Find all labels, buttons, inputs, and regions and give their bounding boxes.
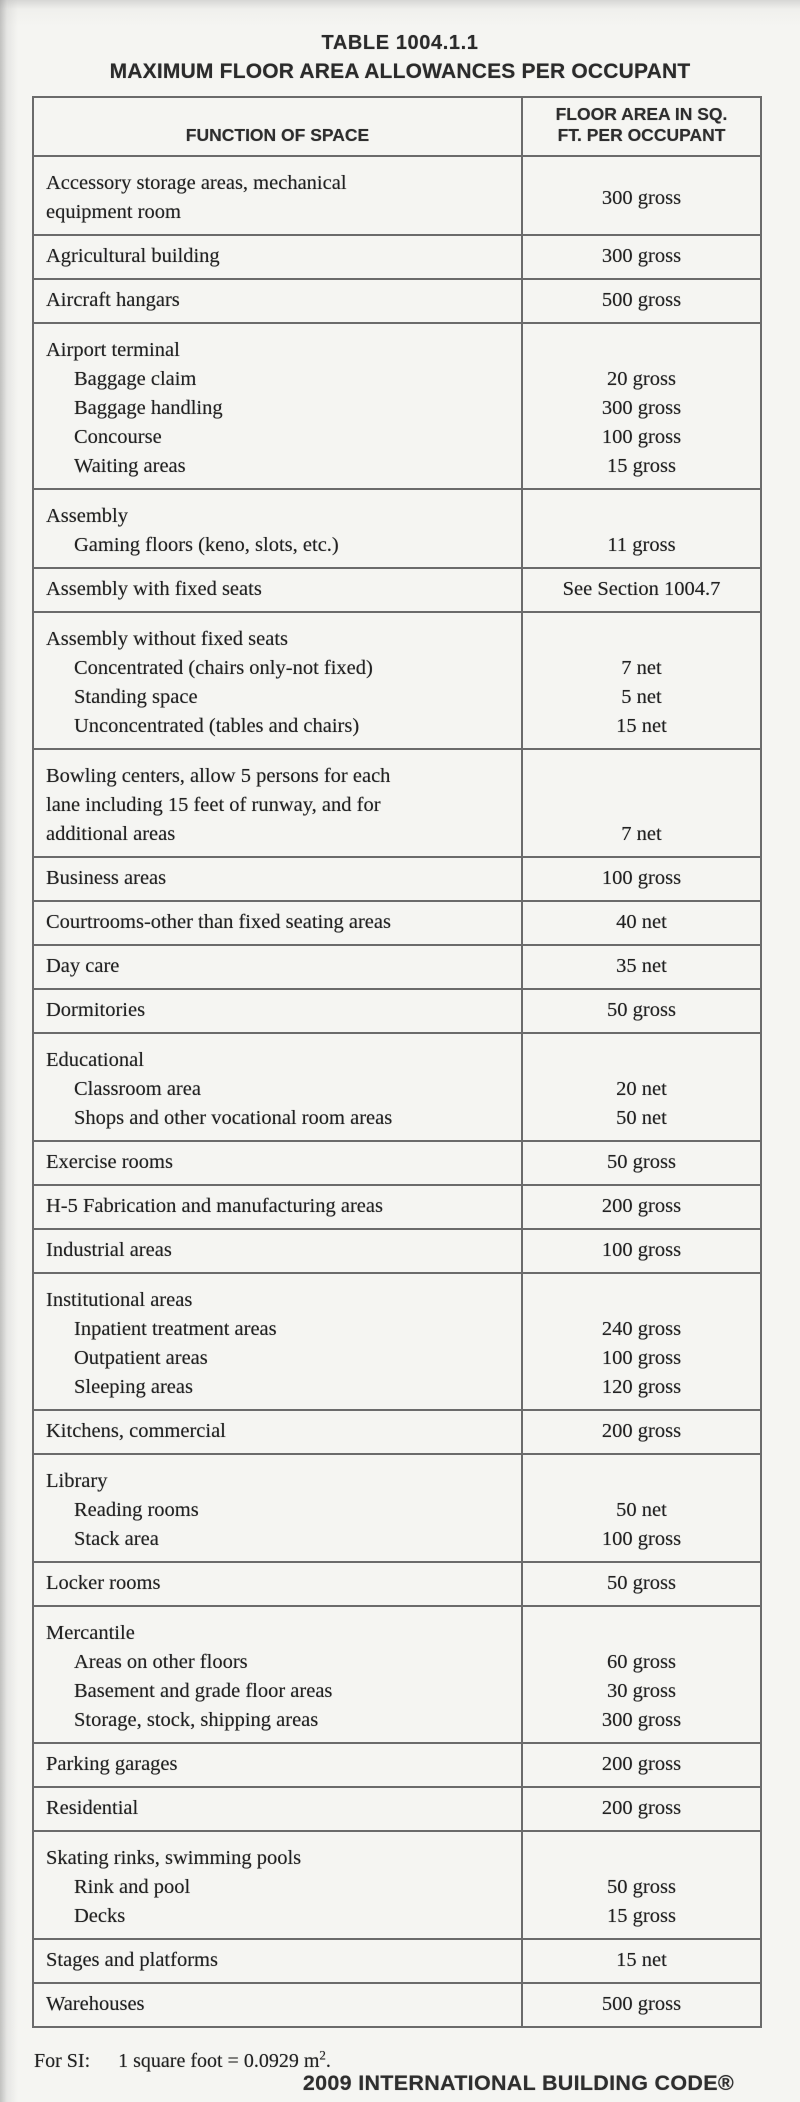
function-label: Parking garages xyxy=(46,1753,178,1775)
function-subitem-label: Concourse xyxy=(74,426,162,448)
floor-area-cell xyxy=(522,857,761,901)
function-cell xyxy=(33,989,522,1033)
table-row xyxy=(33,1939,761,1983)
floor-area-value: 40 net xyxy=(616,911,667,933)
floor-area-empty-line xyxy=(523,1467,760,1496)
function-label: Accessory storage areas, mechanical xyxy=(46,172,347,194)
floor-area-value: 120 gross xyxy=(601,1376,682,1398)
floor-area-value: 500 gross xyxy=(601,1993,682,2015)
floor-area-cell xyxy=(522,279,761,323)
floor-area-value: 5 net xyxy=(621,686,662,708)
floor-area-cell xyxy=(522,323,761,489)
floor-area-value: 7 net xyxy=(621,823,662,845)
floor-area-empty-line xyxy=(523,1619,760,1648)
table-row xyxy=(33,1787,761,1831)
floor-area-value: See Section 1004.7 xyxy=(562,578,721,600)
table-row xyxy=(33,1229,761,1273)
table-row xyxy=(33,235,761,279)
floor-area-empty-line xyxy=(523,1844,760,1873)
function-subitem-label: Standing space xyxy=(74,686,198,708)
table-row xyxy=(33,857,761,901)
table-row xyxy=(33,1185,761,1229)
floor-area-cell xyxy=(522,1033,761,1141)
function-cell xyxy=(33,323,522,489)
floor-area-empty-line xyxy=(523,762,760,791)
function-cell xyxy=(33,1185,522,1229)
floor-area-empty-line xyxy=(523,502,760,531)
table-title-block xyxy=(0,0,800,84)
floor-area-cell xyxy=(522,1185,761,1229)
function-cell xyxy=(33,1831,522,1939)
function-label: Business areas xyxy=(46,867,167,889)
function-cell xyxy=(33,1787,522,1831)
function-cell xyxy=(33,857,522,901)
function-label: Dormitories xyxy=(46,999,146,1021)
floor-area-value: 15 gross xyxy=(607,455,676,477)
function-subitem-label: Areas on other floors xyxy=(74,1651,248,1673)
floor-area-cell xyxy=(522,1787,761,1831)
floor-area-value: 200 gross xyxy=(601,1195,682,1217)
table-row xyxy=(33,1606,761,1743)
function-label: Library xyxy=(46,1470,108,1492)
function-of-space-header xyxy=(33,97,522,156)
floor-area-header xyxy=(522,97,761,156)
function-subitem-label: Concentrated (chairs only-not fixed) xyxy=(74,657,373,679)
function-subitem-label: Baggage claim xyxy=(74,368,197,390)
floor-area-value: 100 gross xyxy=(601,1528,682,1550)
function-cell xyxy=(33,156,522,235)
function-cell xyxy=(33,1454,522,1562)
function-subitem-label: Baggage handling xyxy=(74,397,223,419)
footnote-superscript: 2 xyxy=(319,2047,326,2063)
function-subitem-label: Reading rooms xyxy=(74,1499,199,1521)
function-cell xyxy=(33,1939,522,1983)
floor-area-value: 20 net xyxy=(616,1078,667,1100)
function-subitem-label: Classroom area xyxy=(74,1078,201,1100)
floor-area-header-line1: FLOOR AREA IN SQ. xyxy=(555,104,728,124)
function-label: Assembly with fixed seats xyxy=(46,578,262,600)
function-label: Bowling centers, allow 5 persons for each xyxy=(46,765,391,787)
floor-area-value: 20 gross xyxy=(607,368,676,390)
function-label: Industrial areas xyxy=(46,1239,172,1261)
function-label: Aircraft hangars xyxy=(46,289,180,311)
function-label: Courtrooms-other than fixed seating areas xyxy=(46,911,391,933)
function-of-space-header-label: FUNCTION OF SPACE xyxy=(185,125,370,145)
table-row xyxy=(33,1983,761,2027)
floor-area-cell xyxy=(522,1410,761,1454)
floor-area-value: 200 gross xyxy=(601,1420,682,1442)
function-cell xyxy=(33,235,522,279)
floor-area-value: 300 gross xyxy=(601,245,682,267)
floor-area-cell xyxy=(522,901,761,945)
floor-area-value: 240 gross xyxy=(601,1318,682,1340)
footnote-suffix: . xyxy=(325,2050,331,2072)
table-row xyxy=(33,749,761,857)
function-label: Day care xyxy=(46,955,120,977)
floor-area-cell xyxy=(522,1939,761,1983)
header-row xyxy=(33,97,761,156)
floor-area-value: 50 gross xyxy=(607,1151,676,1173)
occupant-load-table xyxy=(32,96,762,2028)
function-subitem-label: Outpatient areas xyxy=(74,1347,208,1369)
function-cell xyxy=(33,1229,522,1273)
function-label: H-5 Fabrication and manufacturing areas xyxy=(46,1195,383,1217)
floor-area-header-line2: FT. PER OCCUPANT xyxy=(557,125,726,145)
floor-area-empty-line xyxy=(523,1046,760,1075)
footnote-prefix: For SI: xyxy=(34,2050,91,2072)
floor-area-value: 15 net xyxy=(616,1949,667,1971)
floor-area-cell xyxy=(522,489,761,568)
function-subitem-label: Shops and other vocational room areas xyxy=(74,1107,393,1129)
table-row xyxy=(33,323,761,489)
function-cell xyxy=(33,1273,522,1410)
floor-area-value: 300 gross xyxy=(601,186,682,209)
function-cell xyxy=(33,901,522,945)
function-label: Stages and platforms xyxy=(46,1949,218,1971)
floor-area-cell xyxy=(522,1831,761,1939)
floor-area-cell xyxy=(522,945,761,989)
floor-area-cell xyxy=(522,156,761,235)
floor-area-value: 50 net xyxy=(616,1499,667,1521)
function-cell xyxy=(33,1606,522,1743)
floor-area-empty-line xyxy=(523,625,760,654)
table-row xyxy=(33,156,761,235)
table-row xyxy=(33,568,761,612)
floor-area-value: 300 gross xyxy=(601,397,682,419)
function-label: Assembly xyxy=(46,505,128,527)
floor-area-empty-line xyxy=(523,1286,760,1315)
floor-area-cell xyxy=(522,1229,761,1273)
floor-area-cell xyxy=(522,989,761,1033)
function-subitem-label: Basement and grade floor areas xyxy=(74,1680,333,1702)
floor-area-value: 100 gross xyxy=(601,1239,682,1261)
floor-area-cell xyxy=(522,612,761,749)
floor-area-empty-line xyxy=(523,336,760,365)
floor-area-empty-line xyxy=(523,791,760,820)
function-label: Educational xyxy=(46,1049,144,1071)
floor-area-value: 100 gross xyxy=(601,867,682,889)
floor-area-value: 200 gross xyxy=(601,1753,682,1775)
function-label: Exercise rooms xyxy=(46,1151,173,1173)
function-cell xyxy=(33,945,522,989)
floor-area-value: 15 net xyxy=(616,715,667,737)
floor-area-cell xyxy=(522,749,761,857)
function-cell xyxy=(33,1141,522,1185)
floor-area-cell xyxy=(522,1743,761,1787)
function-label: Mercantile xyxy=(46,1622,135,1644)
function-subitem-label: Unconcentrated (tables and chairs) xyxy=(74,715,360,737)
table-row xyxy=(33,1743,761,1787)
table-row xyxy=(33,1410,761,1454)
table-row xyxy=(33,279,761,323)
function-cell xyxy=(33,489,522,568)
table-row xyxy=(33,1831,761,1939)
function-label: additional areas xyxy=(46,823,176,845)
si-conversion-footnote xyxy=(34,2047,800,2073)
table-row xyxy=(33,489,761,568)
function-cell xyxy=(33,1410,522,1454)
function-label: Airport terminal xyxy=(46,339,180,361)
floor-area-value: 100 gross xyxy=(601,426,682,448)
function-label: equipment room xyxy=(46,201,181,223)
function-label: Institutional areas xyxy=(46,1289,193,1311)
floor-area-value: 50 gross xyxy=(607,1572,676,1594)
function-cell xyxy=(33,749,522,857)
table-row xyxy=(33,1562,761,1606)
floor-area-cell xyxy=(522,1273,761,1410)
floor-area-value: 50 gross xyxy=(607,1876,676,1898)
floor-area-value: 50 gross xyxy=(607,999,676,1021)
function-label: Kitchens, commercial xyxy=(46,1420,226,1442)
floor-area-value: 7 net xyxy=(621,657,662,679)
floor-area-value: 11 gross xyxy=(607,534,676,556)
floor-area-cell xyxy=(522,235,761,279)
function-subitem-label: Stack area xyxy=(74,1528,159,1550)
floor-area-value: 30 gross xyxy=(607,1680,676,1702)
function-cell xyxy=(33,1033,522,1141)
function-subitem-label: Waiting areas xyxy=(74,455,186,477)
floor-area-value: 300 gross xyxy=(601,1709,682,1731)
function-cell xyxy=(33,1983,522,2027)
floor-area-value: 100 gross xyxy=(601,1347,682,1369)
function-cell xyxy=(33,612,522,749)
function-label: Assembly without fixed seats xyxy=(46,628,288,650)
table-row xyxy=(33,612,761,749)
function-subitem-label: Sleeping areas xyxy=(74,1376,193,1398)
table-row xyxy=(33,1033,761,1141)
table-row xyxy=(33,1141,761,1185)
table-number-title: TABLE 1004.1.1 xyxy=(321,32,479,54)
function-label: Skating rinks, swimming pools xyxy=(46,1847,302,1869)
table-row xyxy=(33,901,761,945)
floor-area-cell xyxy=(522,1454,761,1562)
floor-area-cell xyxy=(522,1141,761,1185)
function-subitem-label: Storage, stock, shipping areas xyxy=(74,1709,319,1731)
table-row xyxy=(33,989,761,1033)
floor-area-value: 500 gross xyxy=(601,289,682,311)
function-subitem-label: Rink and pool xyxy=(74,1876,191,1898)
function-cell xyxy=(33,279,522,323)
floor-area-value: 60 gross xyxy=(607,1651,676,1673)
floor-area-value: 50 net xyxy=(616,1107,667,1129)
function-cell xyxy=(33,1562,522,1606)
footnote-text: 1 square foot = 0.0929 m xyxy=(118,2050,320,2072)
function-label: lane including 15 feet of runway, and for xyxy=(46,794,381,816)
function-label: Residential xyxy=(46,1797,139,1819)
function-subitem-label: Gaming floors (keno, slots, etc.) xyxy=(74,534,339,556)
floor-area-value: 200 gross xyxy=(601,1797,682,1819)
floor-area-cell xyxy=(522,1562,761,1606)
floor-area-cell xyxy=(522,568,761,612)
table-row xyxy=(33,1273,761,1410)
function-label: Locker rooms xyxy=(46,1572,161,1594)
table-row xyxy=(33,1454,761,1562)
table-name-title: MAXIMUM FLOOR AREA ALLOWANCES PER OCCUPANT xyxy=(109,60,691,83)
function-cell xyxy=(33,568,522,612)
floor-area-value: 35 net xyxy=(616,955,667,977)
table-row xyxy=(33,945,761,989)
function-label: Agricultural building xyxy=(46,245,220,267)
table-body xyxy=(33,156,761,2027)
function-subitem-label: Inpatient treatment areas xyxy=(74,1318,277,1340)
function-cell xyxy=(33,1743,522,1787)
page-footer: 2009 INTERNATIONAL BUILDING CODE® xyxy=(302,2071,734,2095)
floor-area-value: 15 gross xyxy=(607,1905,676,1927)
floor-area-cell xyxy=(522,1983,761,2027)
floor-area-cell xyxy=(522,1606,761,1743)
function-subitem-label: Decks xyxy=(74,1905,126,1927)
function-label: Warehouses xyxy=(46,1993,145,2015)
